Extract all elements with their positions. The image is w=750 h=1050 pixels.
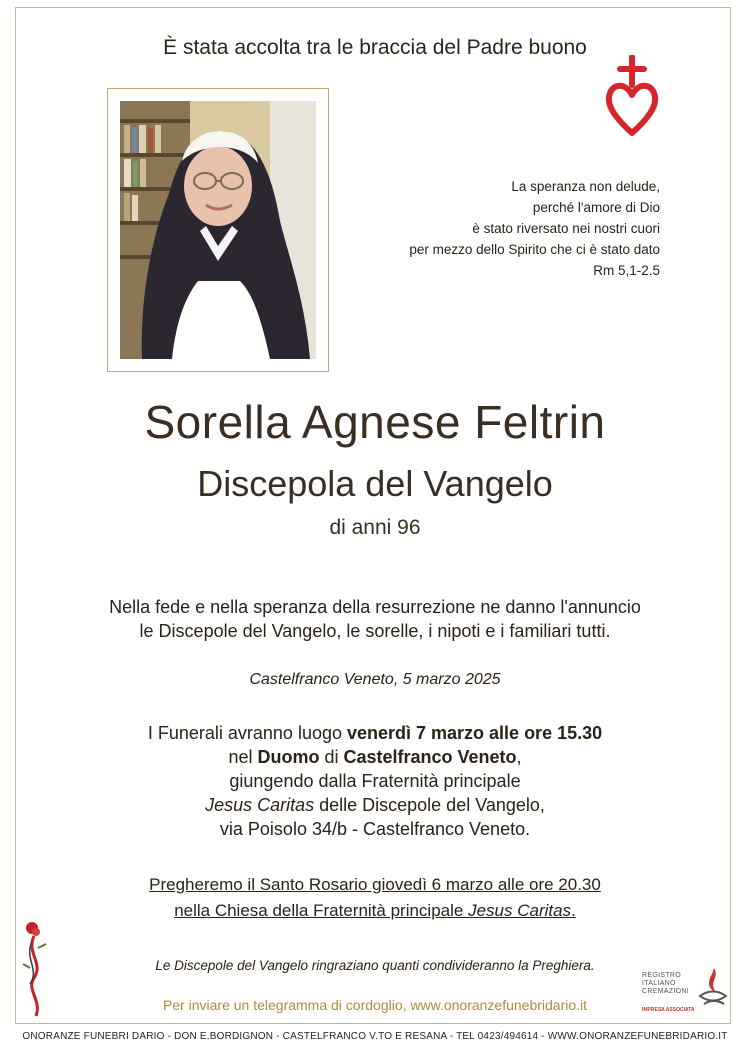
heart-cross-icon: [604, 55, 660, 137]
quote-line: per mezzo dello Spirito che ci è stato dato: [409, 242, 660, 257]
deceased-title: Discepola del Vangelo: [197, 463, 553, 504]
registro-subtitle: IMPRESA ASSOCIATA: [642, 1007, 695, 1013]
rosary-line-2: [174, 901, 576, 920]
registro-text: [642, 972, 689, 996]
opening-line: È stata accolta tra le braccia del Padre buono: [163, 36, 587, 59]
quote-line: è stato riversato nei nostri cuori: [472, 221, 660, 236]
quote-line: perché l'amore di Dio: [532, 200, 660, 215]
funeral-text: ,: [516, 747, 522, 767]
funeral-line-4: [0, 793, 750, 817]
funeral-line-5: via Poisolo 34/b - Castelfranco Veneto.: [219, 819, 531, 839]
announcement: [0, 595, 750, 643]
flame-icon: [694, 966, 730, 1010]
footer-contact: ONORANZE FUNEBRI DARIO - DON E.BORDIGNON - CASTELFRANCO V.TO E RESANA - TEL 0423/494614 - WWW.ONORANZEFUNEBRIDARIO.IT: [22, 1031, 728, 1042]
portrait-frame: [107, 88, 329, 372]
funeral-text: delle Discepole del Vangelo,: [314, 795, 545, 815]
funeral-line-3: giungendo dalla Fraternità principale: [229, 771, 521, 791]
funeral-datetime: venerdì 7 marzo alle ore 15.30: [346, 723, 603, 743]
quote-reference: Rm 5,1-2.5: [593, 263, 660, 278]
funeral-text: nel: [228, 747, 258, 767]
funeral-text: di: [319, 747, 344, 767]
telegram-link[interactable]: Per inviare un telegramma di cordoglio, www.onoranzefunebridario.it: [162, 997, 588, 1013]
announcement-line: Nella fede e nella speranza della resurrezione ne danno l'annuncio: [109, 597, 641, 617]
registro-line: REGISTRO: [642, 972, 681, 979]
rosary-text: .: [571, 901, 576, 920]
funeral-line-2: [0, 745, 750, 769]
deceased-name: Sorella Agnese Feltrin: [144, 396, 606, 448]
funeral-details: [0, 721, 750, 841]
funeral-city: Castelfranco Veneto: [343, 747, 517, 767]
rosary-line-1: Pregheremo il Santo Rosario giovedì 6 marzo alle ore 20.30: [149, 875, 601, 894]
funeral-line-1: [0, 721, 750, 745]
registro-line: ITALIANO: [642, 980, 676, 987]
rosary-text: nella Chiesa della Fraternità principale: [174, 901, 469, 920]
fraternity-name: Jesus Caritas: [205, 795, 315, 815]
quote-line: La speranza non delude,: [511, 179, 660, 194]
funeral-church: Duomo: [257, 747, 320, 767]
registro-line: CREMAZIONI: [642, 988, 689, 995]
registro-cremazioni-logo: [642, 966, 732, 1020]
deceased-age: di anni 96: [329, 516, 421, 539]
thanks-note: Le Discepole del Vangelo ringraziano quanti condivideranno la Preghiera.: [155, 958, 595, 973]
funeral-text: I Funerali avranno luogo: [147, 723, 347, 743]
fraternity-name: Jesus Caritas: [468, 901, 572, 920]
announcement-line: le Discepole del Vangelo, le sorelle, i nipoti e i familiari tutti.: [139, 621, 611, 641]
rosary-details: [0, 872, 750, 924]
rose-icon: [20, 918, 52, 1018]
portrait-photo: [120, 101, 316, 359]
place-date: Castelfranco Veneto, 5 marzo 2025: [249, 671, 501, 688]
scripture-quote: [409, 176, 660, 281]
